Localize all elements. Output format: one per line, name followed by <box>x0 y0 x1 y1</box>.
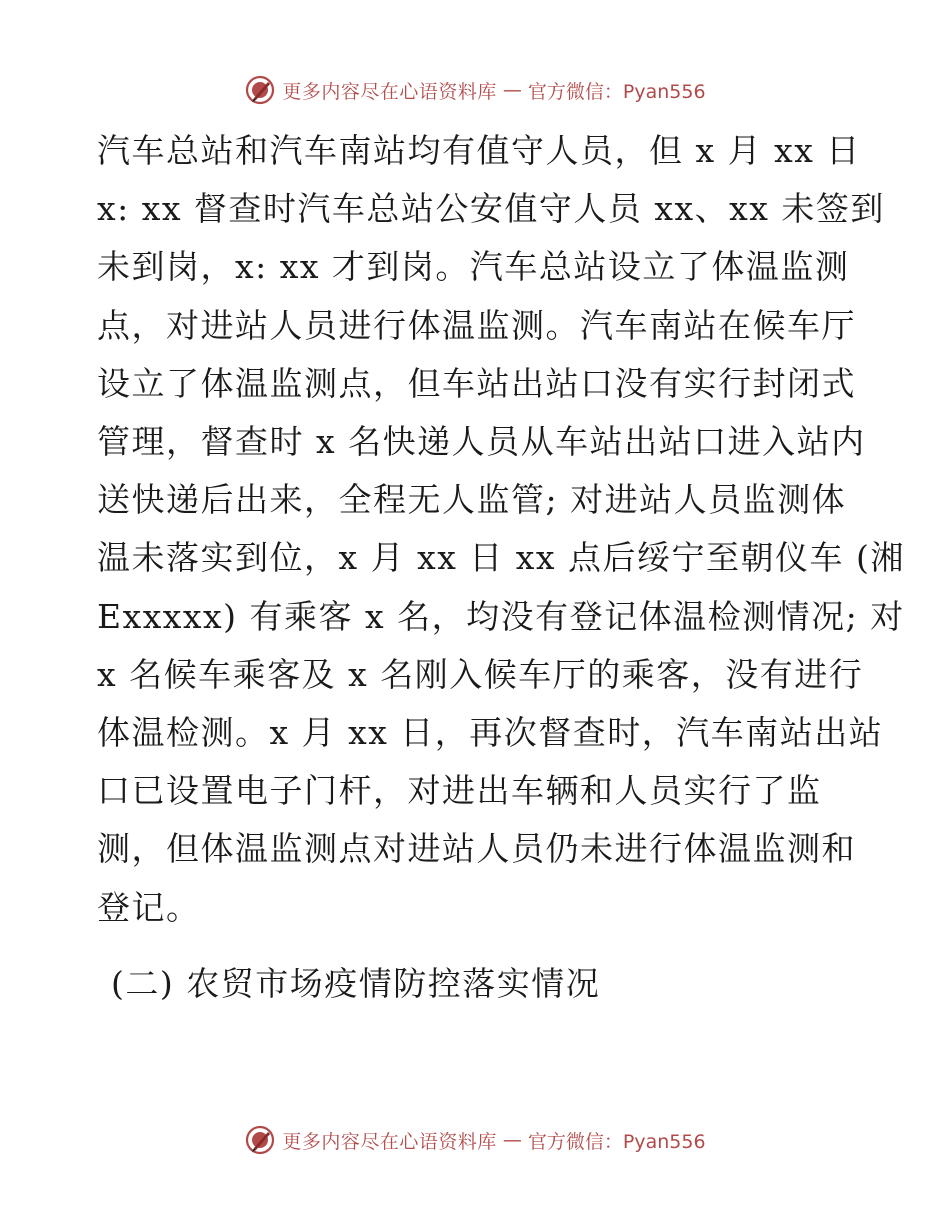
paragraph-line: 汽车总站和汽车南站均有值守人员，但 x 月 xx 日 <box>97 131 861 170</box>
paragraph-line: 登记。 <box>97 887 201 927</box>
banner-wechat-text: 官方微信：Pyan556 <box>527 1130 706 1153</box>
section-heading: (二) 农贸市场疫情防控落实情况 <box>111 963 601 1003</box>
paragraph-line: 送快递后出来，全程无人监管; 对进站人员监测体 <box>97 480 847 520</box>
paragraph-line: Exxxxx) 有乘客 x 名，均没有登记体温检测情况; 对 <box>97 596 905 636</box>
paragraph-line: 未到岗，x: xx 才到岗。汽车总站设立了体温监测 <box>97 247 850 287</box>
paragraph-line: 体温检测。x 月 xx 日，再次督查时，汽车南站出站 <box>97 713 884 753</box>
pen-seal-logo-icon <box>244 74 276 106</box>
paragraph-line: 测，但体温监测点对进站人员仍未进行体温监测和 <box>97 829 856 869</box>
header-banner <box>0 70 950 110</box>
pen-seal-logo-icon <box>244 1124 276 1156</box>
paragraph-line: 点，对进站人员进行体温监测。汽车南站在候车厅 <box>97 305 856 345</box>
banner-separator: — <box>502 1129 522 1151</box>
banner-wechat-text: 官方微信：Pyan556 <box>527 80 706 103</box>
paragraph-line: 温未落实到位，x 月 xx 日 xx 点后绥宁至朝仪车 (湘 <box>97 538 905 578</box>
banner-separator: — <box>502 79 522 101</box>
paragraph-line: 管理，督查时 x 名快递人员从车站出站口进入站内 <box>97 422 866 462</box>
body-paragraph <box>97 122 905 937</box>
paragraph-line: x: xx 督查时汽车总站公安值守人员 xx、xx 未签到 <box>97 189 885 229</box>
banner-promo-text: 更多内容尽在心语资料库 <box>282 1130 497 1153</box>
document-body <box>97 122 905 1013</box>
banner-promo-text: 更多内容尽在心语资料库 <box>282 80 497 103</box>
footer-banner <box>0 1120 950 1160</box>
paragraph-line: x 名候车乘客及 x 名刚入候车厅的乘客，没有进行 <box>97 654 864 694</box>
paragraph-line: 口已设置电子门杆，对进出车辆和人员实行了监 <box>97 771 822 811</box>
paragraph-line: 设立了体温监测点，但车站出站口没有实行封闭式 <box>97 363 856 403</box>
